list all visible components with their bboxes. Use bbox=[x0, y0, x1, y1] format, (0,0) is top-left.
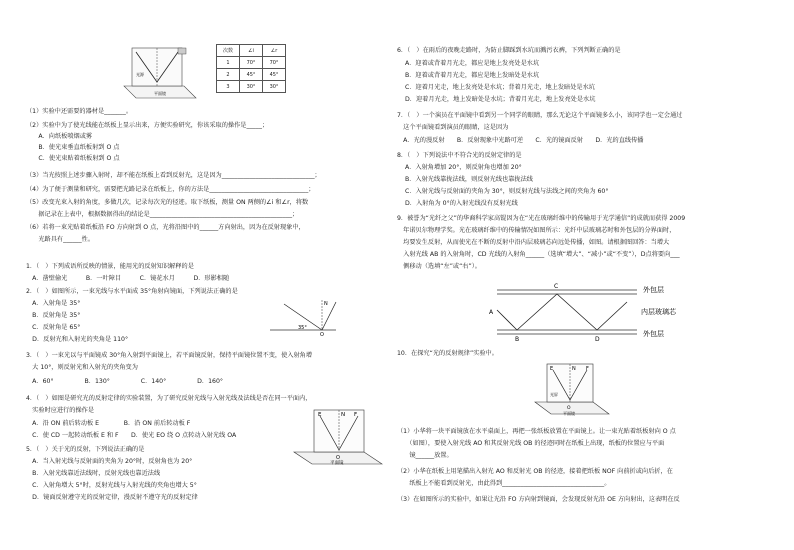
text-line: A．沿 ON 前后转动板 E B．沿 ON 前后转动板 F bbox=[26, 420, 191, 427]
text-line: （1）小华将一块平面镜放在水平桌面上，再把一张纸板放置在平面镜上。让一束光贴着纸板射向 O 点 bbox=[397, 428, 676, 435]
text-line: B．入射光线靠拢法线，则反射光线也靠拢法线 bbox=[405, 176, 533, 183]
text-line: A．向纸板喷烟或雾 bbox=[26, 133, 93, 140]
text-line: A．光的漫反射 B．反射现象中光路可逆 C．光的镜面反射 D．光的直线传播 bbox=[397, 137, 644, 144]
q10-F-label: F bbox=[586, 366, 589, 372]
board-O-label: O bbox=[336, 455, 340, 461]
normal-label: N bbox=[324, 301, 328, 307]
table-cell: 30° bbox=[263, 81, 286, 93]
text-line: C．入射角增大 5°时，反射光线与入射光线的夹角也增大 5° bbox=[26, 482, 197, 489]
text-line: C．使 CD 一起转动纸板 E 和 F D．使光 EO 绕 O 点转动入射光线 OA bbox=[26, 432, 237, 439]
angle-35-figure bbox=[270, 298, 340, 336]
outer-layer-top-label: 外包层 bbox=[643, 286, 664, 294]
table-header: ∠r bbox=[263, 45, 286, 57]
point-A-label: A bbox=[489, 309, 494, 316]
point-C-label: C bbox=[554, 283, 559, 290]
question-8: 8．（ ）下列说法中不符合光的反射定律的是 bbox=[397, 152, 522, 159]
text-line: D．镜面反射遵守光的反射定律，漫反射不遵守光的反射定律 bbox=[26, 494, 198, 501]
text-line: 入射光线 AB 的入射角时，CD 光线的入射角______（选填“增大”、“减小”或“不变”），D点将要向___ bbox=[397, 251, 680, 258]
text-line: 实验时应进行的操作是 bbox=[26, 407, 95, 414]
board-E-label: E bbox=[318, 412, 322, 418]
q10-N-label: N bbox=[572, 366, 576, 372]
text-line: 侧移动（选填“左”或“右”）。 bbox=[397, 263, 481, 270]
text-line: （2）实验中为了使光线能在纸板上显示出来，方便实验研究，你该采取的操作是_____； bbox=[26, 122, 269, 129]
table-cell: 45° bbox=[263, 69, 286, 81]
question-5: 5．（ ）关于光的反射，下列说法正确的是 bbox=[26, 446, 145, 453]
text-line: B．迎着或背着月光走，都应是地上发暗处是水坑 bbox=[405, 72, 540, 79]
text-line: （4）为了便于测量和研究，需要把光路记录在纸板上，你的方法是________________________________； bbox=[26, 186, 315, 193]
reflection-board-figure bbox=[292, 404, 384, 468]
table-cell: 70° bbox=[240, 57, 263, 69]
table-cell: 30° bbox=[240, 81, 263, 93]
table-cell: 2 bbox=[217, 69, 240, 81]
text-line: B．反射角是 35° bbox=[26, 312, 81, 319]
question-4: 4．（ ）如图是研究光的反射定律的实验装置，为了研究反射光线与入射光线及法线是否在同一平面内， bbox=[26, 395, 312, 402]
sensor-label: 光源 bbox=[136, 72, 144, 77]
question-10: 10．在探究“光的反射规律”实验中。 bbox=[397, 350, 498, 357]
text-line: （5）改变光束入射的角度，多做几次，记录每次光的径迹。取下纸板，测量 ON 两侧的∠i 和∠r，将数 bbox=[26, 199, 309, 206]
text-line: C．入射光线与反射面的夹角为 30°，则反射光线与法线之间的夹角为 60° bbox=[405, 188, 609, 195]
text-line: （2）小华在纸板上用笔描出入射光 AO 和反射光 OB 的径迹，接着把纸板 NOF 向前折或向后折，在 bbox=[397, 468, 673, 475]
mirror-label: 平面镜 bbox=[154, 91, 166, 96]
optical-fiber-figure bbox=[487, 280, 697, 344]
text-line: B．入射光线靠近法线时，反射光线也靠近法线 bbox=[26, 470, 161, 477]
text-line: C．迎着月光走，地上发亮处是水坑；背着月光走，地上发暗处是水坑 bbox=[405, 84, 595, 91]
q10-mirror-label: 平面镜 bbox=[563, 411, 575, 416]
table-header: ∠i bbox=[240, 45, 263, 57]
question-3: 3．（ ）一束光以与平面镜成 30°角入射到平面镜上，若平面镜反射，保持平面镜位置不变，使入射角增 bbox=[26, 352, 313, 359]
board-F-label: F bbox=[354, 412, 358, 418]
text-line: C．反射角是 65° bbox=[26, 324, 81, 331]
reflection-experiment-figure bbox=[533, 360, 613, 418]
board-mirror-label: 平面镜 bbox=[330, 461, 344, 466]
text-line: 年诺贝尔物理学奖。光在玻璃纤维中的传输情况如图所示：光纤中层玻璃芯时和外包层的分界面时， bbox=[397, 227, 676, 234]
text-line: 这个平面镜看到演员的眼睛，这是因为 bbox=[397, 124, 509, 131]
angle-table bbox=[216, 44, 286, 93]
angle-label: 35° bbox=[298, 325, 307, 331]
text-line: 大 10°，则反射光和入射光的夹角变为 bbox=[26, 364, 138, 371]
text-line: A．迎着或背着月光走，都应是地上发亮处是水坑 bbox=[405, 60, 540, 67]
question-1: 1．（ ）下列成语所反映的情景，能用光的反射知识解释的是 bbox=[26, 263, 194, 270]
point-B-label: B bbox=[515, 336, 520, 343]
text-line: （3）当光按照上述步骤入射时，却不能在纸板上看到反射光，这是因为______________________________； bbox=[26, 172, 321, 179]
inner-core-label: 内层玻璃芯 bbox=[641, 308, 676, 316]
text-line: 均要发生反射，从而使光在不断的反射中沿内层玻璃芯向远处传播，如图。请根据图回答：当增大 bbox=[397, 239, 670, 246]
text-line: （如图），要使入射光线 AO 和其反射光线 OB 的径迹同时在纸板上出现，纸板的位置应与平面 bbox=[397, 440, 665, 447]
text-line: D．反射光和入射光的夹角是 110° bbox=[26, 336, 129, 343]
table-header: 次数 bbox=[217, 45, 240, 57]
text-line: D．入射角为 0°的入射光线没有反射光线 bbox=[405, 200, 518, 207]
table-cell: 3 bbox=[217, 81, 240, 93]
point-D-label: D bbox=[595, 336, 600, 343]
outer-layer-bottom-label: 外包层 bbox=[643, 330, 664, 338]
text-line: A．凿壁偷光 B．一叶障目 C．镜花水月 D．形影相随 bbox=[26, 275, 230, 282]
question-6: 6．（ ）在雨后的夜晚走路时，为防止脚踩到水坑而溅污衣裤，下列判断正确的是 bbox=[397, 47, 621, 54]
point-label: O bbox=[320, 332, 324, 336]
text-line: D．迎着月光走，地上发暗处是水坑；背着月光走，地上发亮处是水坑 bbox=[405, 96, 596, 103]
q10-O-label: O bbox=[567, 406, 571, 411]
text-line: A．当入射光线与反射面的夹角为 20°时，反射角也为 20° bbox=[26, 458, 193, 465]
text-line: A．入射角是 35° bbox=[26, 300, 81, 307]
text-line: C．使光束贴着纸板射到 O 点 bbox=[26, 155, 120, 162]
text-line: A．入射角增加 20°，则反射角也增加 20° bbox=[405, 164, 522, 171]
text-line: 光路具有______性。 bbox=[26, 236, 95, 243]
text-line: 镜______放置。 bbox=[397, 452, 453, 459]
reflection-setup-figure bbox=[118, 42, 198, 102]
question-7: 7．（ ）一个演员在平面镜中看到另一个同学的眼睛，那么无论这个平面镜多么小，该同学也一定会通过 bbox=[397, 112, 683, 119]
question-2: 2．（ ）如图所示，一束光线与水平面成 35°角射向镜面，下列说法正确的是 bbox=[26, 288, 238, 295]
text-line: （1）实验中还需要的器材是_______。 bbox=[26, 108, 133, 115]
q10-E-label: E bbox=[550, 366, 554, 372]
table-cell: 45° bbox=[240, 69, 263, 81]
board-N-label: N bbox=[341, 412, 346, 418]
text-line: 纸板上不能看到反射光，由此得到_________________________________。 bbox=[397, 480, 611, 487]
text-line: （3）在如图所示的实验中，如果让光沿 FO 方向射到镜面，会发现反射光沿 OE 方向射出，这表明在反 bbox=[397, 496, 680, 503]
table-cell: 1 bbox=[217, 57, 240, 69]
q10-screen-label: 光屏 bbox=[550, 392, 558, 397]
text-line: B．使光束垂直纸板射到 O 点 bbox=[26, 144, 120, 151]
text-line: （6）若将一束光贴着纸板沿 FO 方向射到 O 点，光将沿图中的______方向射出，因为在反射现象中， bbox=[26, 224, 305, 231]
text-line: 据记录在上表中，根据数据得出的结论是______________________________________________； bbox=[26, 211, 299, 218]
question-9: 9．被誉为“光纤之父”的华裔科学家高锟因为在“光在玻璃纤维中的传输用于光学通信”的成就而获得 2009 bbox=[397, 215, 686, 222]
table-cell: 70° bbox=[263, 57, 286, 69]
text-line: A．60° B．130° C．140° D．160° bbox=[26, 378, 223, 385]
